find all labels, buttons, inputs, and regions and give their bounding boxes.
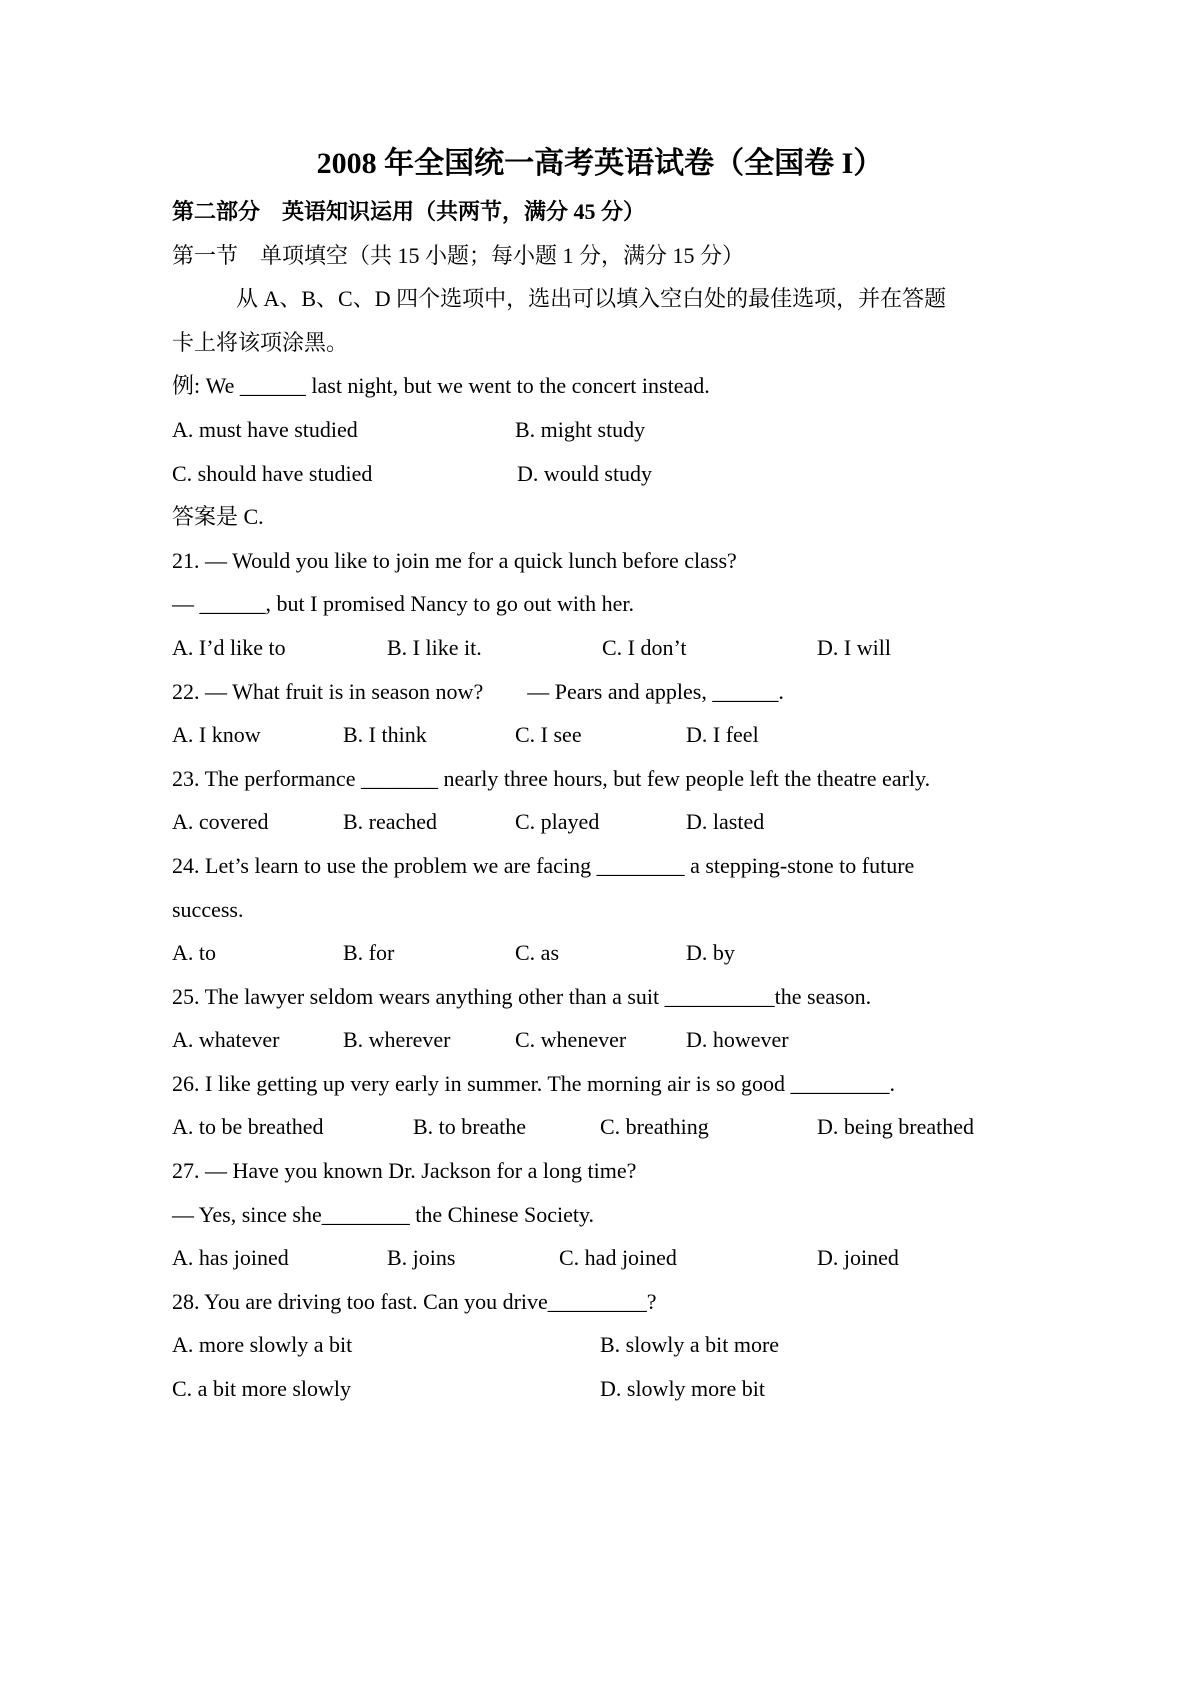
q26-option-c: C. breathing [600,1114,709,1140]
q28-option-c: C. a bit more slowly [172,1376,352,1402]
q24-stem-line-2: success. [172,896,244,922]
q23-stem: 23. The performance _______ nearly three hours, but few people left the theatre early. [172,765,931,791]
q26-option-b: B. to breathe [413,1114,527,1140]
q26-options [172,1105,1072,1149]
q25-stem: 25. The lawyer seldom wears anything other than a suit __________the season. [172,983,872,1009]
q27-options [172,1236,1072,1280]
example-stem: 例: We ______ last night, but we went to the concert instead. [172,373,710,399]
q21-options [172,626,1072,670]
q22-option-c: C. I see [515,722,582,748]
q27-option-d: D. joined [817,1245,899,1271]
q28-option-b: B. slowly a bit more [600,1332,780,1358]
q25-option-a: A. whatever [172,1027,280,1053]
example-options-row-1 [172,408,1072,452]
section-heading: 第一节 单项填空（共 15 小题；每小题 1 分，满分 15 分） [172,242,745,268]
part-heading: 第二部分 英语知识运用（共两节，满分 45 分） [172,199,646,224]
q21-reply: — ______, but I promised Nancy to go out with her. [172,591,634,617]
instructions-line-1: 从 A、B、C、D 四个选项中，选出可以填入空白处的最佳选项，并在答题 [236,286,947,312]
q27-option-b: B. joins [387,1245,456,1271]
document-body [172,190,1072,1411]
q27-stem: 27. — Have you known Dr. Jackson for a long time? [172,1158,637,1184]
q25-options [172,1018,1072,1062]
q24-options [172,931,1072,975]
document-title: 2008 年全国统一高考英语试卷（全国卷 I） [316,147,884,180]
q23-option-c: C. played [515,809,600,835]
q28-options-row-2 [172,1367,1072,1411]
q25-option-d: D. however [686,1027,789,1053]
q22-stem: 22. — What fruit is in season now? — Pears and apples, ______. [172,678,784,704]
example-options-row-2 [172,452,1072,496]
q24-stem-line-1: 24. Let’s learn to use the problem we are facing ________ a stepping-stone to future [172,852,915,878]
q25-option-c: C. whenever [515,1027,627,1053]
q22-option-a: A. I know [172,722,261,748]
q24-option-a: A. to [172,940,216,966]
instructions-line-2: 卡上将该项涂黑。 [172,329,349,355]
example-option-c: C. should have studied [172,460,373,486]
q23-option-a: A. covered [172,809,269,835]
q22-options [172,713,1072,757]
q23-option-b: B. reached [343,809,438,835]
example-option-d: D. would study [517,460,653,486]
q23-options [172,800,1072,844]
q28-option-a: A. more slowly a bit [172,1332,353,1358]
q26-stem: 26. I like getting up very early in summer. The morning air is so good _________. [172,1070,896,1096]
q21-stem: 21. — Would you like to join me for a quick lunch before class? [172,547,737,573]
q23-option-d: D. lasted [686,809,765,835]
q21-option-c: C. I don’t [602,634,687,660]
example-answer: 答案是 C. [172,504,264,530]
q27-option-c: C. had joined [559,1245,677,1271]
q28-options-row-1 [172,1323,1072,1367]
q22-option-d: D. I feel [686,722,759,748]
q26-option-a: A. to be breathed [172,1114,324,1140]
q21-option-b: B. I like it. [387,634,482,660]
q24-option-b: B. for [343,940,395,966]
q28-option-d: D. slowly more bit [600,1376,765,1402]
example-option-a: A. must have studied [172,416,358,442]
q21-option-a: A. I’d like to [172,634,286,660]
q24-option-d: D. by [686,940,735,966]
q26-option-d: D. being breathed [817,1114,974,1140]
q28-stem: 28. You are driving too fast. Can you drive_________? [172,1288,657,1314]
q27-reply: — Yes, since she________ the Chinese Society. [172,1201,595,1227]
q27-option-a: A. has joined [172,1245,289,1271]
q22-option-b: B. I think [343,722,427,748]
q25-option-b: B. wherever [343,1027,451,1053]
example-option-b: B. might study [515,416,646,442]
q21-option-d: D. I will [817,634,891,660]
q24-option-c: C. as [515,940,559,966]
